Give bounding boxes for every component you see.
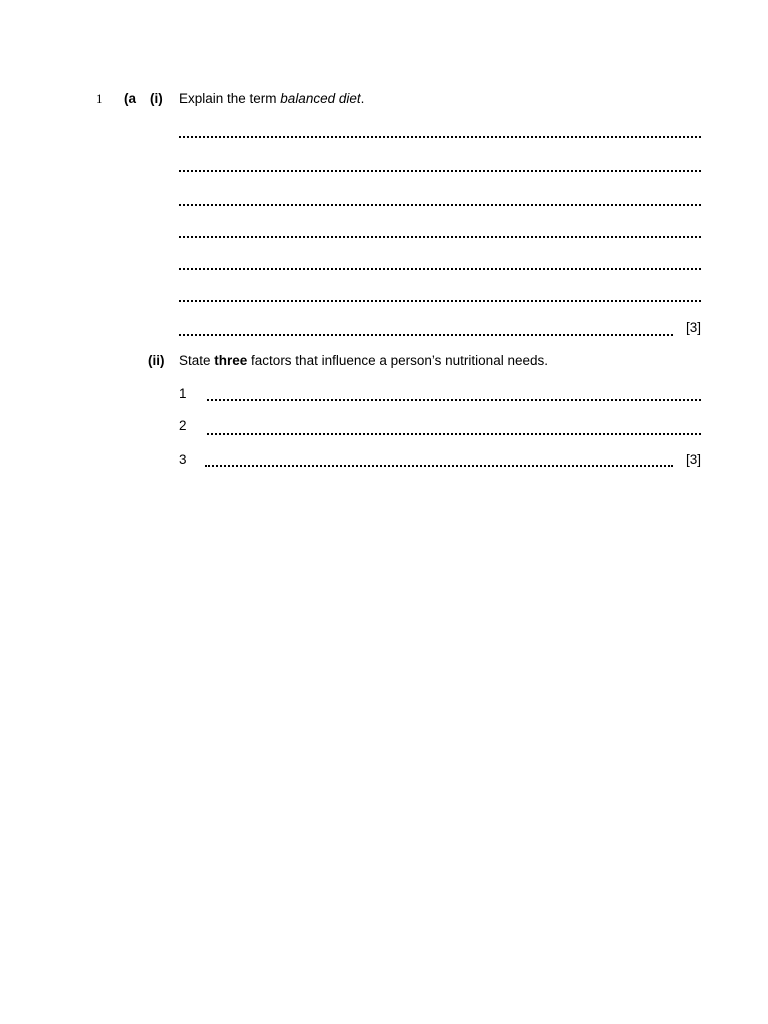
subpart-i-prompt-prefix: Explain the term: [179, 91, 281, 106]
part-label: (a: [124, 91, 137, 106]
item-number: 2: [179, 418, 187, 433]
answer-line[interactable]: [179, 334, 673, 336]
subpart-ii-prompt: [179, 353, 548, 369]
subpart-i-prompt-term: balanced diet: [280, 91, 361, 106]
item-answer-line[interactable]: [205, 465, 673, 467]
answer-line[interactable]: [179, 136, 701, 138]
subpart-i-prompt: [179, 91, 364, 107]
item-number: 1: [179, 386, 187, 401]
item-answer-line[interactable]: [207, 433, 701, 435]
subpart-ii-prompt-suffix: factors that influence a person’s nutritional needs.: [247, 353, 548, 368]
answer-line[interactable]: [179, 268, 701, 270]
subpart-ii-prompt-bold: three: [214, 353, 248, 368]
answer-line[interactable]: [179, 204, 701, 206]
item-answer-line[interactable]: [207, 399, 701, 401]
answer-line[interactable]: [179, 300, 701, 302]
subpart-i-label: (i): [150, 91, 163, 106]
subpart-ii-label: (ii): [148, 353, 165, 368]
item-number: 3: [179, 452, 187, 467]
subpart-i-marks: [3]: [686, 320, 702, 335]
answer-line[interactable]: [179, 170, 701, 172]
subpart-ii-prompt-prefix: State: [179, 353, 215, 368]
answer-line[interactable]: [179, 236, 701, 238]
subpart-ii-marks: [3]: [686, 452, 702, 467]
subpart-i-prompt-suffix: .: [360, 91, 365, 106]
question-number: 1: [96, 91, 103, 106]
